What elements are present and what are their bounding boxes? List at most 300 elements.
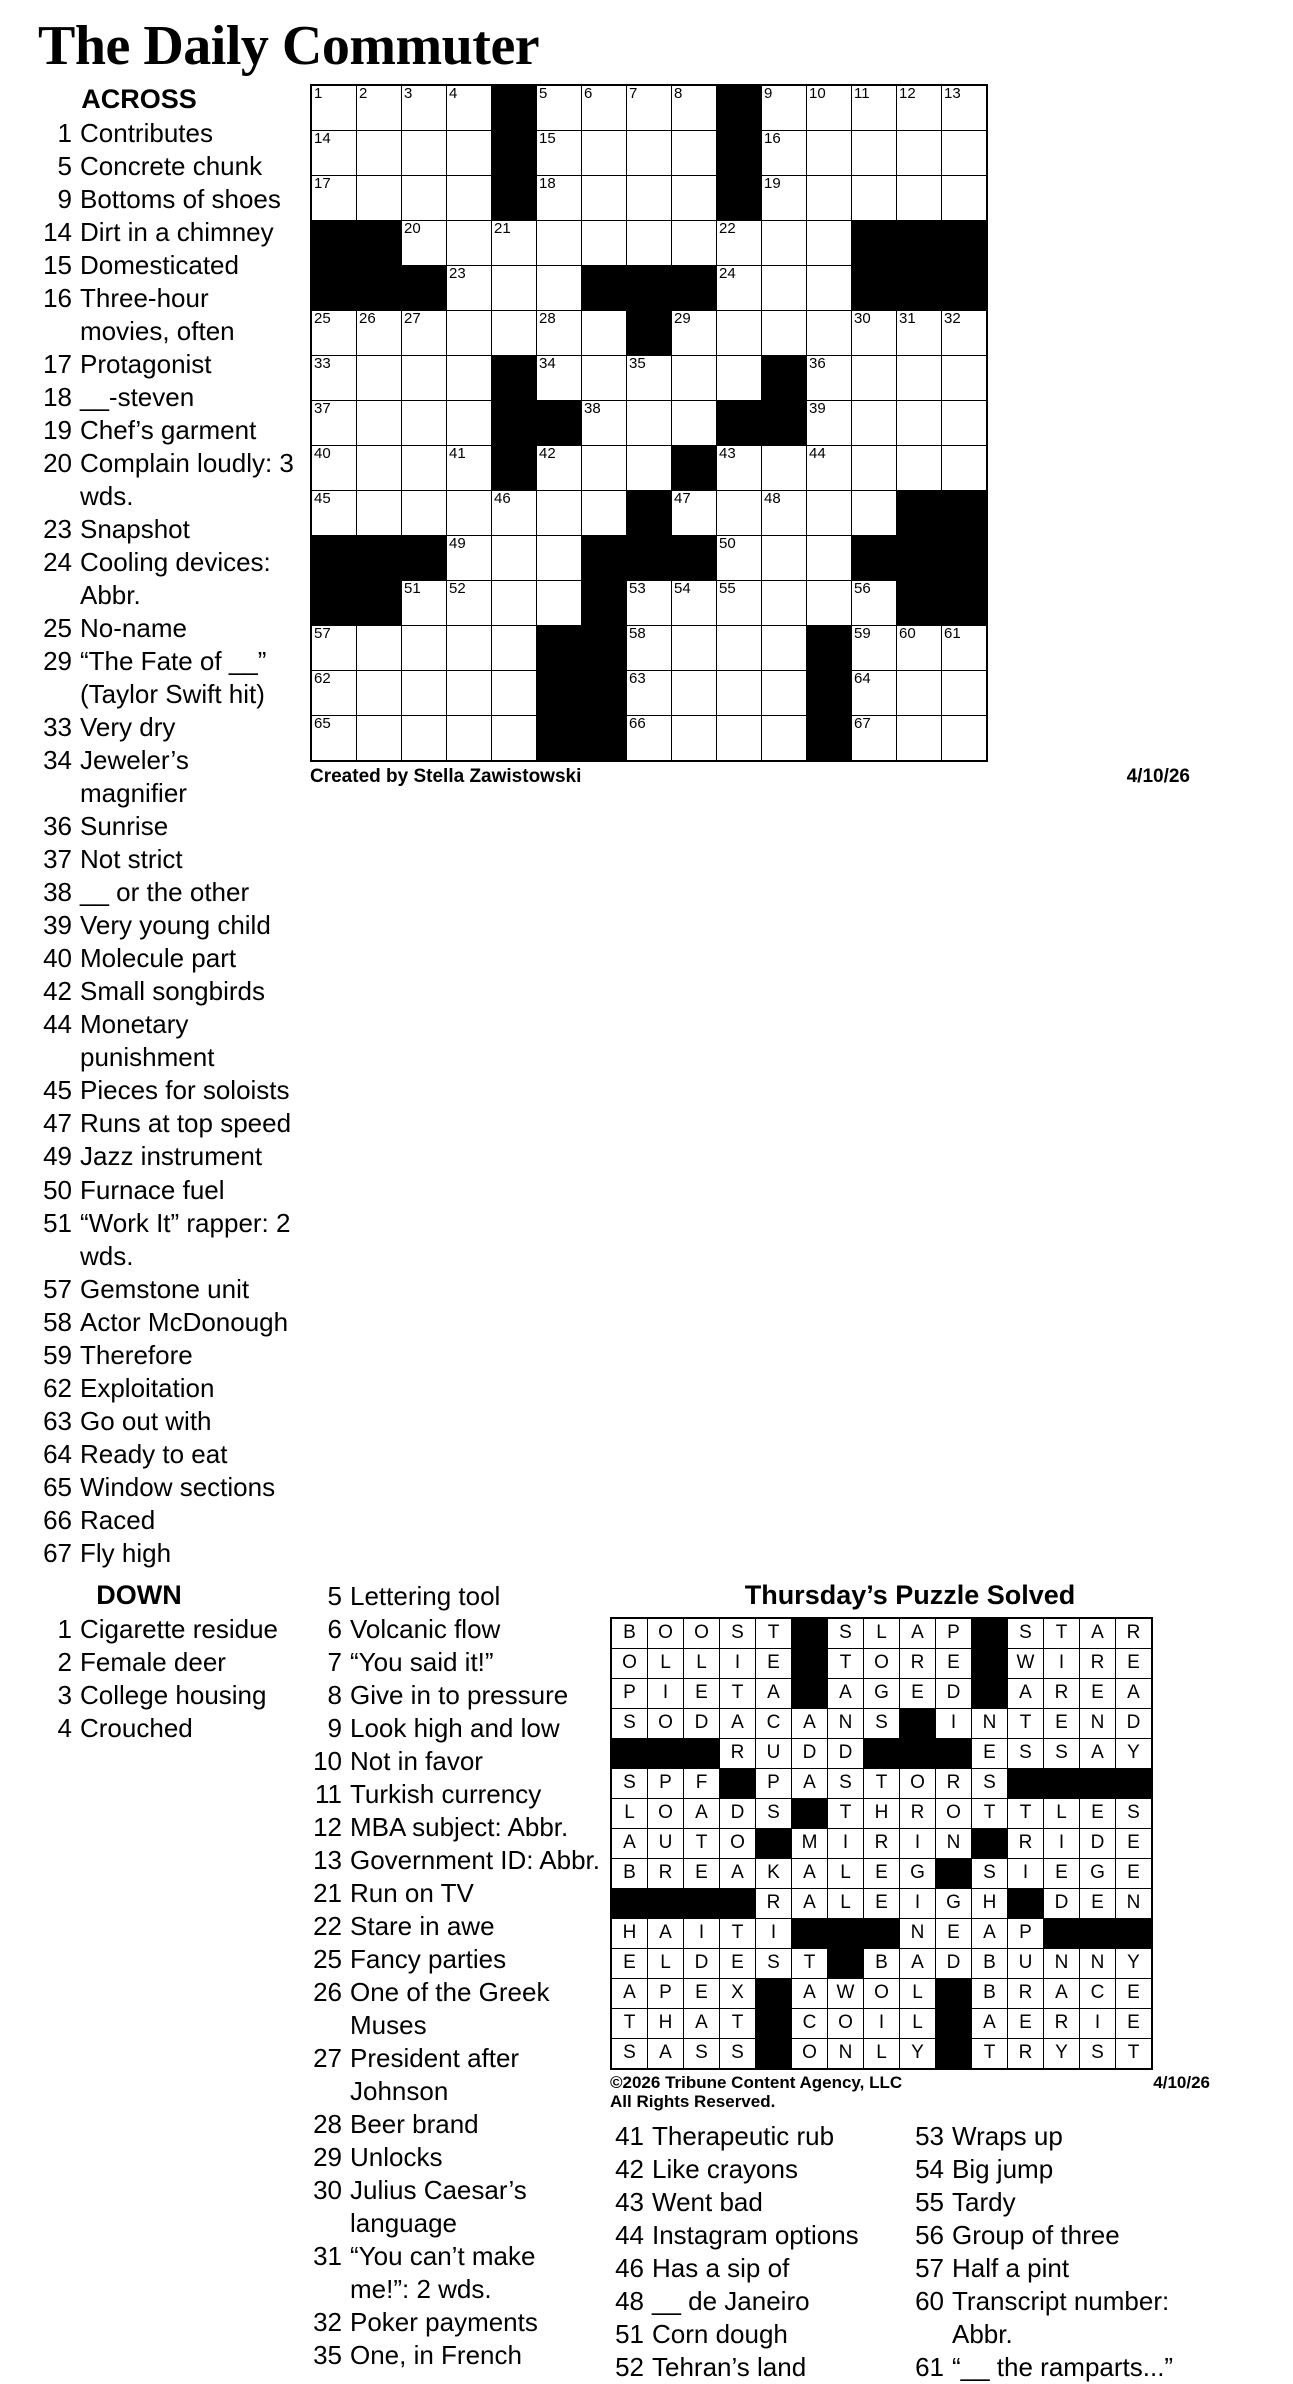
puzzle-cell[interactable] — [402, 176, 447, 221]
clue-item[interactable] — [308, 1976, 600, 2042]
puzzle-cell[interactable] — [492, 266, 537, 311]
clue-number: 28 — [313, 2108, 342, 2139]
clue-item[interactable] — [308, 1646, 600, 1679]
solution-cell: T — [972, 1798, 1008, 1828]
solution-block-cell — [864, 1918, 900, 1948]
puzzle-cell[interactable] — [672, 401, 717, 446]
puzzle-cell[interactable] — [942, 311, 988, 356]
puzzle-cell[interactable] — [807, 131, 852, 176]
puzzle-cell[interactable] — [537, 491, 582, 536]
clue-item[interactable] — [38, 513, 300, 546]
puzzle-cell[interactable] — [311, 176, 357, 221]
clue-item[interactable] — [38, 1273, 300, 1306]
clue-item[interactable] — [308, 1745, 600, 1778]
puzzle-cell[interactable] — [447, 85, 492, 131]
puzzle-cell[interactable] — [672, 491, 717, 536]
clue-item[interactable] — [38, 1140, 300, 1173]
clue-item[interactable] — [610, 2186, 910, 2219]
clue-text: Pieces for soloists — [80, 1075, 290, 1106]
puzzle-cell[interactable] — [717, 221, 762, 266]
puzzle-cell[interactable] — [852, 491, 897, 536]
clue-item[interactable] — [308, 1679, 600, 1712]
puzzle-cell[interactable] — [717, 446, 762, 491]
clue-item[interactable] — [910, 2120, 1210, 2153]
puzzle-cell[interactable] — [807, 221, 852, 266]
puzzle-cell[interactable] — [672, 221, 717, 266]
clue-item[interactable] — [910, 2219, 1210, 2252]
clue-item[interactable] — [38, 1613, 300, 1646]
puzzle-cell[interactable] — [672, 716, 717, 762]
puzzle-cell[interactable] — [627, 85, 672, 131]
clue-item[interactable] — [610, 2285, 910, 2318]
puzzle-cell[interactable] — [537, 311, 582, 356]
clue-item[interactable] — [38, 942, 300, 975]
puzzle-cell[interactable] — [717, 581, 762, 626]
puzzle-cell[interactable] — [897, 176, 942, 221]
puzzle-cell[interactable] — [852, 311, 897, 356]
puzzle-cell[interactable] — [717, 491, 762, 536]
puzzle-cell[interactable] — [492, 221, 537, 266]
block-cell — [357, 266, 402, 311]
clue-item[interactable] — [38, 1207, 300, 1273]
puzzle-cell[interactable] — [807, 401, 852, 446]
clue-number: 7 — [327, 1646, 342, 1677]
puzzle-cell[interactable] — [402, 581, 447, 626]
puzzle-cell[interactable] — [717, 716, 762, 762]
puzzle-cell[interactable] — [897, 311, 942, 356]
puzzle-cell[interactable] — [447, 176, 492, 221]
clue-item[interactable] — [38, 348, 300, 381]
puzzle-cell[interactable] — [672, 85, 717, 131]
puzzle-cell[interactable] — [807, 311, 852, 356]
clue-number: 29 — [313, 2141, 342, 2172]
puzzle-cell[interactable] — [447, 221, 492, 266]
puzzle-cell[interactable] — [357, 85, 402, 131]
puzzle-cell[interactable] — [942, 626, 988, 671]
solution-grid-row — [611, 1798, 1152, 1828]
puzzle-cell[interactable] — [762, 491, 807, 536]
puzzle-cell[interactable] — [807, 581, 852, 626]
puzzle-cell[interactable] — [357, 491, 402, 536]
solution-cell: C — [756, 1708, 792, 1738]
puzzle-cell[interactable] — [672, 581, 717, 626]
puzzle-cell[interactable] — [942, 131, 988, 176]
puzzle-cell[interactable] — [717, 356, 762, 401]
puzzle-cell[interactable] — [942, 85, 988, 131]
cell-number: 66 — [629, 715, 646, 732]
puzzle-cell[interactable] — [447, 131, 492, 176]
puzzle-cell[interactable] — [537, 446, 582, 491]
clue-item[interactable] — [38, 1174, 300, 1207]
solution-block-cell — [900, 1738, 936, 1768]
clue-item[interactable] — [308, 2174, 600, 2240]
clue-item[interactable] — [610, 2318, 910, 2351]
clue-item[interactable] — [38, 183, 300, 216]
puzzle-cell[interactable] — [852, 716, 897, 762]
puzzle-cell[interactable] — [402, 356, 447, 401]
clue-item[interactable] — [308, 1844, 600, 1877]
puzzle-cell[interactable] — [897, 671, 942, 716]
puzzle-cell[interactable] — [672, 311, 717, 356]
clue-item[interactable] — [910, 2252, 1210, 2285]
puzzle-cell[interactable] — [311, 446, 357, 491]
puzzle-cell[interactable] — [717, 311, 762, 356]
puzzle-cell[interactable] — [492, 491, 537, 536]
solution-cell: H — [972, 1888, 1008, 1918]
puzzle-cell[interactable] — [582, 85, 627, 131]
clue-item[interactable] — [308, 2108, 600, 2141]
puzzle-cell[interactable] — [627, 176, 672, 221]
clue-item[interactable] — [38, 810, 300, 843]
puzzle-cell[interactable] — [447, 311, 492, 356]
clue-item[interactable] — [38, 414, 300, 447]
clue-item[interactable] — [38, 1537, 300, 1570]
puzzle-cell[interactable] — [807, 85, 852, 131]
puzzle-cell[interactable] — [762, 221, 807, 266]
clue-number: 43 — [615, 2186, 644, 2217]
puzzle-cell[interactable] — [762, 131, 807, 176]
solution-block-cell — [936, 1978, 972, 2008]
solution-cell: E — [684, 1858, 720, 1888]
clue-number: 27 — [313, 2042, 342, 2073]
puzzle-cell[interactable] — [897, 626, 942, 671]
cell-number: 53 — [629, 580, 646, 597]
clue-item[interactable] — [308, 1778, 600, 1811]
puzzle-cell[interactable] — [852, 671, 897, 716]
solution-cell: G — [936, 1888, 972, 1918]
puzzle-cell[interactable] — [942, 176, 988, 221]
clue-item[interactable] — [308, 1613, 600, 1646]
puzzle-cell[interactable] — [582, 491, 627, 536]
puzzle-cell[interactable] — [762, 536, 807, 581]
puzzle-cell[interactable] — [762, 85, 807, 131]
puzzle-cell[interactable] — [627, 401, 672, 446]
clue-item[interactable] — [610, 2252, 910, 2285]
puzzle-cell[interactable] — [402, 311, 447, 356]
puzzle-cell[interactable] — [537, 221, 582, 266]
clue-item[interactable] — [308, 2141, 600, 2174]
puzzle-cell[interactable] — [492, 536, 537, 581]
puzzle-cell[interactable] — [447, 491, 492, 536]
puzzle-cell[interactable] — [762, 266, 807, 311]
clue-item[interactable] — [38, 447, 300, 513]
clue-item[interactable] — [38, 843, 300, 876]
solution-cell: A — [720, 1708, 756, 1738]
puzzle-cell[interactable] — [897, 401, 942, 446]
clue-item[interactable] — [308, 1811, 600, 1844]
puzzle-cell[interactable] — [402, 626, 447, 671]
clue-item[interactable] — [38, 1107, 300, 1140]
puzzle-cell[interactable] — [762, 446, 807, 491]
clue-item[interactable] — [38, 711, 300, 744]
puzzle-cell[interactable] — [311, 85, 357, 131]
puzzle-cell[interactable] — [672, 356, 717, 401]
puzzle-cell[interactable] — [627, 356, 672, 401]
clue-item[interactable] — [38, 645, 300, 711]
clue-item[interactable] — [308, 1712, 600, 1745]
puzzle-cell[interactable] — [897, 356, 942, 401]
puzzle-cell[interactable] — [582, 131, 627, 176]
puzzle-cell[interactable] — [492, 671, 537, 716]
cell-number: 18 — [539, 175, 556, 192]
clue-item[interactable] — [308, 2339, 600, 2372]
puzzle-cell[interactable] — [807, 266, 852, 311]
puzzle-cell[interactable] — [942, 356, 988, 401]
puzzle-cell[interactable] — [627, 221, 672, 266]
puzzle-cell[interactable] — [447, 401, 492, 446]
puzzle-cell[interactable] — [852, 401, 897, 446]
solution-cell: G — [900, 1858, 936, 1888]
puzzle-cell[interactable] — [807, 356, 852, 401]
puzzle-cell[interactable] — [447, 446, 492, 491]
puzzle-cell[interactable] — [672, 671, 717, 716]
puzzle-cell[interactable] — [762, 581, 807, 626]
clue-item[interactable] — [910, 2153, 1210, 2186]
clue-item[interactable] — [610, 2153, 910, 2186]
puzzle-cell[interactable] — [492, 626, 537, 671]
puzzle-cell[interactable] — [942, 716, 988, 762]
puzzle-cell[interactable] — [447, 581, 492, 626]
clue-item[interactable] — [38, 216, 300, 249]
clue-item[interactable] — [308, 2306, 600, 2339]
clue-item[interactable] — [38, 909, 300, 942]
solution-cell: E — [611, 1948, 648, 1978]
puzzle-cell[interactable] — [402, 446, 447, 491]
puzzle-cell[interactable] — [447, 626, 492, 671]
clue-item[interactable] — [38, 282, 300, 348]
block-cell — [582, 716, 627, 762]
puzzle-cell[interactable] — [627, 581, 672, 626]
clue-number: 11 — [315, 1778, 342, 1809]
puzzle-cell[interactable] — [402, 401, 447, 446]
puzzle-cell[interactable] — [897, 131, 942, 176]
cell-number: 65 — [314, 715, 331, 732]
puzzle-cell[interactable] — [582, 221, 627, 266]
puzzle-cell[interactable] — [492, 311, 537, 356]
puzzle-cell[interactable] — [311, 671, 357, 716]
clue-item[interactable] — [38, 1712, 300, 1745]
puzzle-cell[interactable] — [762, 311, 807, 356]
clue-text: Small songbirds — [80, 976, 265, 1007]
puzzle-cell[interactable] — [672, 176, 717, 221]
clue-text: Bottoms of shoes — [80, 184, 281, 215]
clue-item[interactable] — [308, 1910, 600, 1943]
solution-block-cell — [972, 1828, 1008, 1858]
puzzle-cell[interactable] — [582, 176, 627, 221]
puzzle-cell[interactable] — [627, 716, 672, 762]
puzzle-cell[interactable] — [762, 716, 807, 762]
puzzle-cell[interactable] — [852, 581, 897, 626]
clue-item[interactable] — [910, 2351, 1210, 2384]
puzzle-cell[interactable] — [717, 626, 762, 671]
puzzle-cell[interactable] — [357, 671, 402, 716]
puzzle-cell[interactable] — [357, 356, 402, 401]
puzzle-cell[interactable] — [897, 446, 942, 491]
clue-item[interactable] — [38, 249, 300, 282]
clue-item[interactable] — [38, 1008, 300, 1074]
puzzle-cell[interactable] — [357, 311, 402, 356]
puzzle-cell[interactable] — [357, 176, 402, 221]
solution-block-cell — [756, 2008, 792, 2038]
clue-item[interactable] — [610, 2219, 910, 2252]
clue-text: Wraps up — [952, 2120, 1063, 2151]
puzzle-cell[interactable] — [582, 446, 627, 491]
puzzle-cell[interactable] — [447, 716, 492, 762]
puzzle-cell[interactable] — [852, 176, 897, 221]
block-cell — [627, 536, 672, 581]
puzzle-cell[interactable] — [357, 401, 402, 446]
puzzle-cell[interactable] — [537, 131, 582, 176]
clue-item[interactable] — [38, 1339, 300, 1372]
clue-number: 12 — [313, 1811, 342, 1842]
puzzle-cell[interactable] — [311, 356, 357, 401]
puzzle-cell[interactable] — [402, 671, 447, 716]
solution-cell: N — [1044, 1948, 1080, 1978]
clue-item[interactable] — [308, 2042, 600, 2108]
clue-item[interactable] — [38, 1679, 300, 1712]
puzzle-cell[interactable] — [852, 446, 897, 491]
solution-cell: A — [648, 1918, 684, 1948]
puzzle-cell[interactable] — [537, 176, 582, 221]
puzzle-cell[interactable] — [537, 581, 582, 626]
puzzle-cell[interactable] — [807, 446, 852, 491]
puzzle-cell[interactable] — [897, 716, 942, 762]
puzzle-cell[interactable] — [402, 221, 447, 266]
puzzle-cell[interactable] — [672, 626, 717, 671]
puzzle-cell[interactable] — [357, 131, 402, 176]
solution-cell: D — [684, 1948, 720, 1978]
puzzle-cell[interactable] — [537, 266, 582, 311]
block-cell — [582, 626, 627, 671]
clue-item[interactable] — [308, 1943, 600, 1976]
puzzle-cell[interactable] — [492, 581, 537, 626]
puzzle-cell[interactable] — [627, 131, 672, 176]
puzzle-cell[interactable] — [537, 536, 582, 581]
puzzle-cell[interactable] — [672, 131, 717, 176]
puzzle-cell[interactable] — [311, 131, 357, 176]
puzzle-cell[interactable] — [492, 716, 537, 762]
puzzle-cell[interactable] — [627, 671, 672, 716]
puzzle-cell[interactable] — [357, 446, 402, 491]
puzzle-cell[interactable] — [311, 491, 357, 536]
clue-item[interactable] — [38, 1405, 300, 1438]
puzzle-cell[interactable] — [311, 311, 357, 356]
block-cell — [492, 131, 537, 176]
solution-cell: I — [900, 1828, 936, 1858]
clue-item[interactable] — [910, 2186, 1210, 2219]
puzzle-cell[interactable] — [807, 536, 852, 581]
clue-item[interactable] — [38, 1438, 300, 1471]
clue-item[interactable] — [610, 2351, 910, 2384]
puzzle-cell[interactable] — [627, 446, 672, 491]
solution-cell: T — [864, 1768, 900, 1798]
puzzle-cell[interactable] — [627, 626, 672, 671]
clue-item[interactable] — [308, 2240, 600, 2306]
puzzle-cell[interactable] — [447, 671, 492, 716]
clue-item[interactable] — [610, 2120, 910, 2153]
puzzle-cell[interactable] — [357, 716, 402, 762]
puzzle-cell[interactable] — [942, 401, 988, 446]
puzzle-grid[interactable] — [310, 84, 988, 762]
clue-item[interactable] — [38, 1372, 300, 1405]
clue-item[interactable] — [38, 546, 300, 612]
clue-item[interactable] — [38, 975, 300, 1008]
puzzle-cell[interactable] — [807, 176, 852, 221]
puzzle-cell[interactable] — [357, 626, 402, 671]
clue-text: Contributes — [80, 118, 213, 148]
solution-block-cell — [1008, 1888, 1044, 1918]
puzzle-cell[interactable] — [582, 356, 627, 401]
clue-item[interactable] — [38, 1471, 300, 1504]
clue-item[interactable] — [38, 1504, 300, 1537]
clue-item[interactable] — [910, 2285, 1210, 2351]
puzzle-cell[interactable] — [717, 671, 762, 716]
clue-item[interactable] — [38, 1646, 300, 1679]
clue-item[interactable] — [308, 1877, 600, 1910]
solution-cell: S — [864, 1708, 900, 1738]
puzzle-cell[interactable] — [762, 626, 807, 671]
puzzle-cell[interactable] — [447, 266, 492, 311]
clue-item[interactable] — [38, 1306, 300, 1339]
puzzle-cell[interactable] — [537, 356, 582, 401]
puzzle-cell[interactable] — [537, 85, 582, 131]
puzzle-cell[interactable] — [852, 626, 897, 671]
puzzle-cell[interactable] — [311, 716, 357, 762]
puzzle-cell[interactable] — [402, 491, 447, 536]
block-cell — [357, 581, 402, 626]
puzzle-cell[interactable] — [402, 131, 447, 176]
puzzle-cell[interactable] — [582, 311, 627, 356]
clue-item[interactable] — [38, 876, 300, 909]
clue-number: 60 — [915, 2285, 944, 2316]
puzzle-cell[interactable] — [807, 491, 852, 536]
cell-number: 16 — [764, 130, 781, 147]
puzzle-cell[interactable] — [447, 536, 492, 581]
puzzle-cell[interactable] — [897, 85, 942, 131]
puzzle-cell[interactable] — [402, 85, 447, 131]
solution-block-cell — [1116, 1918, 1153, 1948]
clue-text: Not in favor — [350, 1745, 483, 1776]
puzzle-cell[interactable] — [762, 671, 807, 716]
solution-cell: L — [864, 2038, 900, 2069]
puzzle-cell[interactable] — [852, 356, 897, 401]
puzzle-cell[interactable] — [762, 176, 807, 221]
clue-item[interactable] — [38, 381, 300, 414]
puzzle-cell[interactable] — [717, 266, 762, 311]
puzzle-cell[interactable] — [447, 356, 492, 401]
puzzle-cell[interactable] — [942, 446, 988, 491]
puzzle-cell[interactable] — [852, 85, 897, 131]
clue-item[interactable] — [38, 744, 300, 810]
clue-text: Exploitation — [80, 1372, 215, 1403]
puzzle-cell[interactable] — [942, 671, 988, 716]
clue-number: 51 — [615, 2318, 644, 2349]
puzzle-cell[interactable] — [582, 401, 627, 446]
clue-text: Poker payments — [350, 2307, 538, 2338]
puzzle-cell[interactable] — [311, 626, 357, 671]
puzzle-cell[interactable] — [402, 716, 447, 762]
solution-cell: I — [936, 1708, 972, 1738]
clue-item[interactable] — [38, 612, 300, 645]
puzzle-cell[interactable] — [717, 536, 762, 581]
clue-item[interactable] — [308, 1580, 600, 1613]
clue-item[interactable] — [38, 1074, 300, 1107]
puzzle-cell[interactable] — [852, 131, 897, 176]
solution-cell: B — [864, 1948, 900, 1978]
clue-item[interactable] — [38, 150, 300, 183]
puzzle-cell[interactable] — [311, 401, 357, 446]
clue-item[interactable] — [38, 117, 300, 150]
